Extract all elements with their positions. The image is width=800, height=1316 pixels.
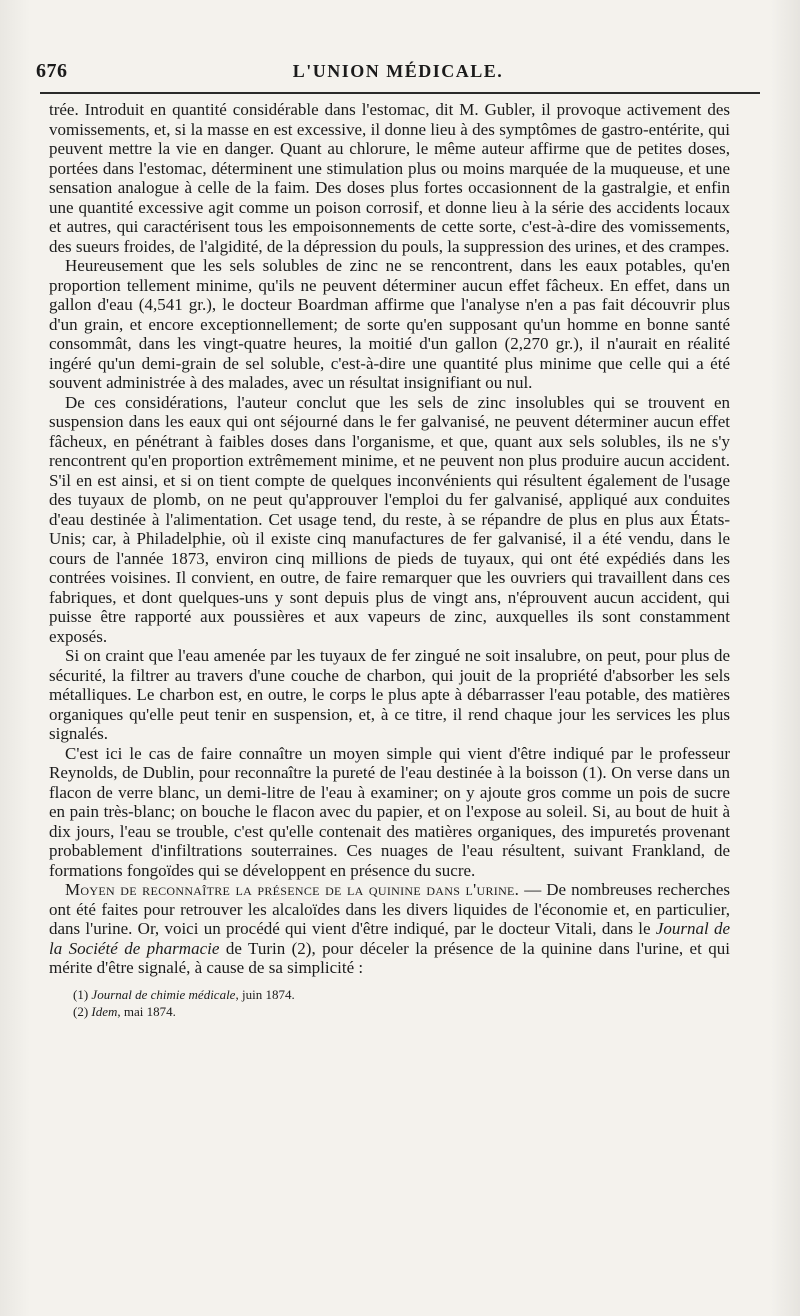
- running-title: L'UNION MÉDICALE.: [292, 60, 504, 81]
- footnote-source: Idem: [91, 1003, 118, 1019]
- page-header: [36, 56, 760, 86]
- section-heading: Moyen de reconnaître la présence de la quinine dans l'urine.: [65, 880, 520, 899]
- footnote-marker: (1): [73, 986, 92, 1002]
- footnote: [49, 1003, 730, 1020]
- footnote-date: , mai 1874.: [117, 1003, 176, 1019]
- footnote-date: , juin 1874.: [235, 986, 295, 1002]
- header-rule: [40, 92, 760, 94]
- paragraph: Heureusement que les sels solubles de zinc ne se rencontrent, dans les eaux potables, qu'en proportion tellement minime, qu'ils ne peuvent déterminer aucun effet fâcheux. En effet, dans un gallon d'eau (4,541 gr.), le docteur Boardman affirme que l'analyse n'en a pas fait découvrir plus d'un grain, et encore exceptionnellement; de sorte qu'en supposant qu'un homme en bonne santé consommât, dans les vingt-quatre heures, la moitié d'un gallon (2,270 gr.), il n'aurait en réalité ingéré qu'un demi-grain de sel soluble, c'est-à-dire une quantité plus minime que celle qui a été souvent administrée à des malades, avec un résultat insignifiant ou nul.: [49, 256, 730, 392]
- paragraph: De ces considérations, l'auteur conclut que les sels de zinc insolubles qui se trouvent en suspension dans les eaux qui ont séjourné dans le fer galvanisé, ne peuvent déterminer aucun effet fâcheux, en pénétrant à faibles doses dans l'organisme, et que, quant aux sels solubles, ils ne s'y rencontrent qu'en proportion extrêmement minime, et ne peuvent non plus produire aucun accident. S'il en est ainsi, et si on tient compte de quelques inconvénients qui résultent également de l'usage des tuyaux de plomb, on ne peut qu'approuver l'emploi du fer galvanisé, appliqué aux conduites d'eau destinée à l'alimentation. Cet usage tend, du reste, à se répandre de plus en plus aux États-Unis; car, à Philadelphie, où il existe cinq manufactures de fer galvanisé, il a été vendu, dans le cours de l'année 1873, environ cinq millions de pieds de tuyaux, qui ont été expédiés dans les contrées voisines. Il convient, en outre, de faire remarquer que les ouvriers qui travaillent dans ces fabriques, et dont quelques-uns y sont depuis plus de vingt ans, n'éprouvent aucun accident, qui puisse être rapporté aux poussières et aux vapeurs de zinc, auxquelles ils sont constamment exposés.: [49, 392, 730, 646]
- paragraph: trée. Introduit en quantité considérable dans l'estomac, dit M. Gubler, il provoque activement des vomissements, et, si la masse en est excessive, il donne lieu à des symptômes de gastro-entérite, qui peuvent mettre la vie en danger. Quant au chlorure, le même auteur affirme que de petites doses, portées dans l'estomac, déterminent une stimulation plus ou moins marquée de la muqueuse, et une sensation analogue à celle de la faim. Des doses plus fortes occasionnent de la gastralgie, et enfin une quantité excessive agit comme un poison corrosif, et donne lieu à la série des accidents locaux et autres, qui caractérisent tous les empoisonnements de cette sorte, c'est-à-dire des vomissements, des sueurs froides, de l'algidité, de la dépression du pouls, la suppression des urines, et des crampes.: [49, 100, 730, 256]
- page-number: 676: [36, 59, 68, 82]
- journal-citation: Journal de la Société de pharmacie: [49, 919, 730, 958]
- paragraph: Si on craint que l'eau amenée par les tuyaux de fer zingué ne soit insalubre, on peut, pour plus de sécurité, la filtrer au travers d'une couche de charbon, qui jouit de la propriété d'absorber les sels métalliques. Le charbon est, en outre, le corps le plus apte à débarrasser l'eau potable, des matières organiques qu'elle peut tenir en suspension, et, à ce titre, il rend chaque jour les services les plus signalés.: [49, 646, 730, 743]
- section-text: — De nombreuses recherches ont été faites pour retrouver les alcaloïdes dans les divers liquides de l'économie et, en particulier, dans l'urine. Or, voici un procédé qui vient d'être indiqué, par le docteur Vitali, dans le: [49, 880, 730, 938]
- footnotes: [49, 986, 730, 1020]
- footnote-marker: (2): [73, 1003, 92, 1019]
- paragraph: C'est ici le cas de faire connaître un moyen simple qui vient d'être indiqué par le professeur Reynolds, de Dublin, pour reconnaître la pureté de l'eau destinée à la boisson (1). On verse dans un flacon de verre blanc, un demi-litre de l'eau à examiner; on y ajoute gros comme un pois de sucre en pain très-blanc; on bouche le flacon avec du papier, et on l'expose au soleil. Si, au bout de huit à dix jours, l'eau se trouble, c'est qu'elle contenait des matières organiques, des impuretés provenant probablement d'infiltrations souterraines. Ces nuages de l'eau résultent, suivant Frankland, de formations fongoïdes qui se développent en présence du sucre.: [49, 743, 730, 880]
- footnote-source: Journal de chimie médicale: [91, 986, 236, 1002]
- footnote: [49, 986, 730, 1003]
- article-body: [49, 100, 730, 1020]
- section-paragraph: [49, 880, 730, 978]
- section-text-continued: de Turin (2), pour déceler la présence de la quinine dans l'urine, et qui mérite d'être signalé, à cause de sa simplicité :: [49, 938, 730, 977]
